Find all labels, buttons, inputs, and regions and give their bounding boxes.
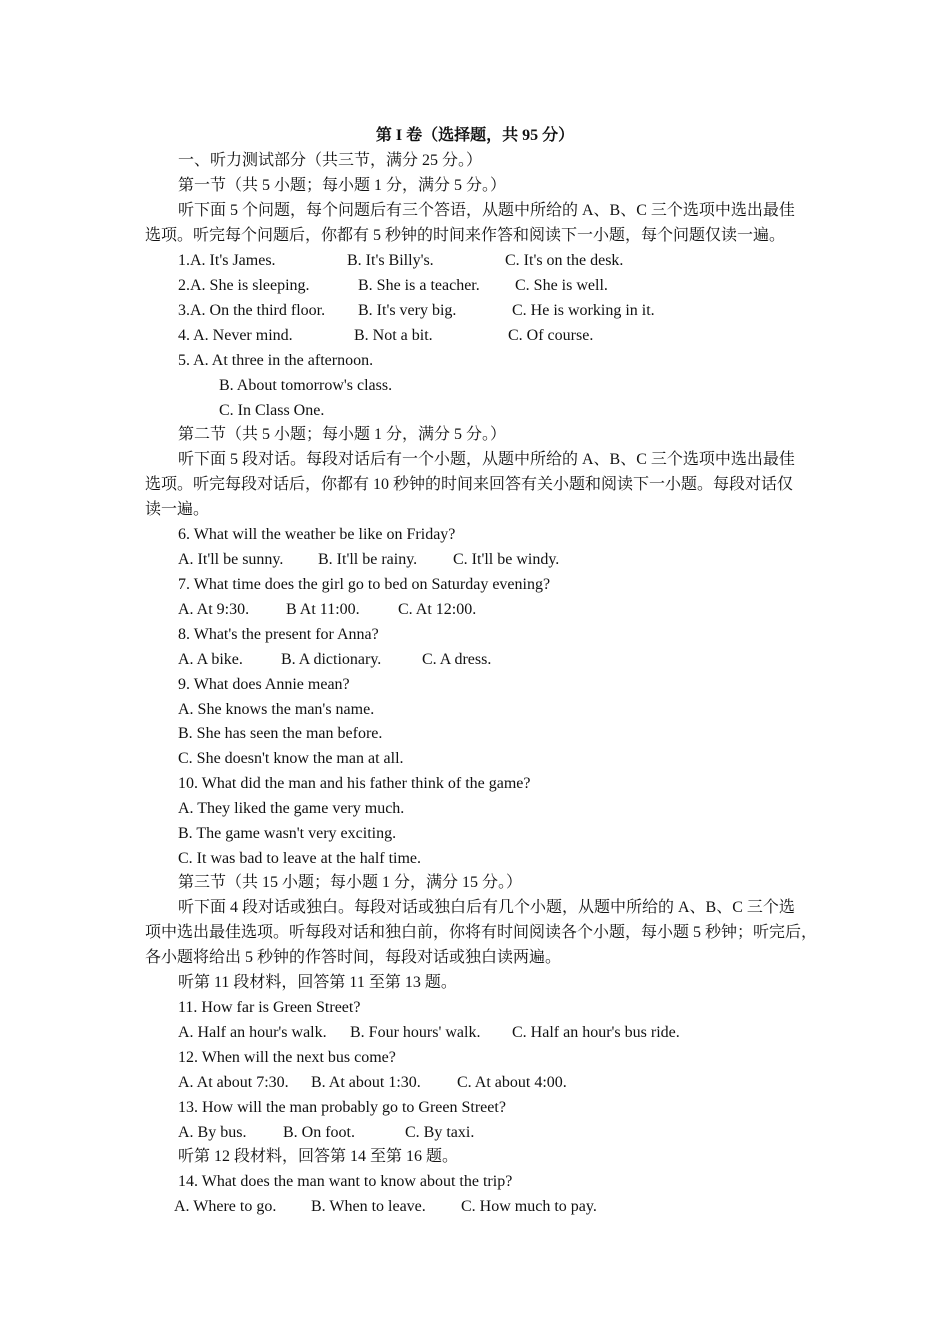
q4-option-c: C. Of course.: [508, 327, 594, 344]
q7-option-b: B At 11:00.: [286, 601, 360, 618]
section1-instructions-line2: 选项。听完每个问题后，你都有 5 秒钟的时间来作答和阅读下一小题，每个问题仅读一遍。: [145, 227, 786, 244]
q2-option-c: C. She is well.: [515, 277, 608, 294]
q10-option-a: A. They liked the game very much.: [178, 800, 405, 817]
q5-option-c: C. In Class One.: [219, 402, 325, 419]
q6-question: 6. What will the weather be like on Friday?: [178, 526, 456, 543]
section2-heading: 第二节（共 5 小题；每小题 1 分，满分 5 分。）: [178, 426, 507, 443]
question-13-options: [0, 1121, 950, 1145]
question-7-options: [0, 598, 950, 622]
q7-option-a: A. At 9:30.: [178, 601, 250, 618]
q3-option-a: 3.A. On the third floor.: [178, 302, 326, 319]
q10-option-b: B. The game wasn't very exciting.: [178, 825, 397, 842]
q11-option-b: B. Four hours' walk.: [350, 1024, 481, 1041]
material-11-heading: 听第 11 段材料，回答第 11 至第 13 题。: [178, 974, 457, 991]
q9-question: 9. What does Annie mean?: [178, 676, 350, 693]
q13-option-c: C. By taxi.: [405, 1124, 475, 1141]
q14-option-a: A. Where to go.: [174, 1198, 277, 1215]
q4-option-a: 4. A. Never mind.: [178, 327, 293, 344]
q6-option-a: A. It'll be sunny.: [178, 551, 284, 568]
q3-option-c: C. He is working in it.: [512, 302, 655, 319]
q6-option-c: C. It'll be windy.: [453, 551, 560, 568]
q8-option-c: C. A dress.: [422, 651, 492, 668]
q1-option-c: C. It's on the desk.: [505, 252, 624, 269]
q12-question: 12. When will the next bus come?: [178, 1049, 396, 1066]
question-2-options: [0, 274, 950, 298]
question-3-options: [0, 299, 950, 323]
q10-question: 10. What did the man and his father think of the game?: [178, 775, 531, 792]
q12-option-b: B. At about 1:30.: [311, 1074, 421, 1091]
section3-instructions-line1: 听下面 4 段对话或独白。每段对话或独白后有几个小题，从题中所给的 A、B、C 三个选: [178, 899, 795, 916]
q13-option-a: A. By bus.: [178, 1124, 247, 1141]
q14-option-c: C. How much to pay.: [461, 1198, 597, 1215]
q3-option-b: B. It's very big.: [358, 302, 457, 319]
q1-option-b: B. It's Billy's.: [347, 252, 434, 269]
section2-instructions-line2: 选项。听完每段对话后，你都有 10 秒钟的时间来回答有关小题和阅读下一小题。每段对话仅: [145, 476, 794, 493]
q5-option-a: 5. A. At three in the afternoon.: [178, 352, 374, 369]
q11-question: 11. How far is Green Street?: [178, 999, 361, 1016]
q7-option-c: C. At 12:00.: [398, 601, 477, 618]
q7-question: 7. What time does the girl go to bed on Saturday evening?: [178, 576, 551, 593]
section2-instructions-line3: 读一遍。: [145, 501, 210, 518]
material-12-heading: 听第 12 段材料，回答第 14 至第 16 题。: [178, 1148, 459, 1165]
section1-instructions-line1: 听下面 5 个问题，每个问题后有三个答语，从题中所给的 A、B、C 三个选项中选出最佳: [178, 202, 795, 219]
question-4-options: [0, 324, 950, 348]
section3-heading: 第三节（共 15 小题；每小题 1 分，满分 15 分。）: [178, 874, 523, 891]
q4-option-b: B. Not a bit.: [354, 327, 433, 344]
q9-option-a: A. She knows the man's name.: [178, 701, 375, 718]
question-12-options: [0, 1071, 950, 1095]
section3-instructions-line3: 各小题将给出 5 秒钟的作答时间，每段对话或独白读两遍。: [145, 949, 562, 966]
q9-option-c: C. She doesn't know the man at all.: [178, 750, 404, 767]
q2-option-b: B. She is a teacher.: [358, 277, 480, 294]
section2-instructions-line1: 听下面 5 段对话。每段对话后有一个小题，从题中所给的 A、B、C 三个选项中选出最佳: [178, 451, 795, 468]
q9-option-b: B. She has seen the man before.: [178, 725, 383, 742]
q11-option-a: A. Half an hour's walk.: [178, 1024, 327, 1041]
question-14-options: [0, 1195, 950, 1219]
q10-option-c: C. It was bad to leave at the half time.: [178, 850, 422, 867]
page-title: 第 I 卷（选择题，共 95 分）: [375, 127, 575, 144]
section3-instructions-line2: 项中选出最佳选项。听每段对话和独白前，你将有时间阅读各个小题，每小题 5 秒钟；听完后，: [145, 924, 818, 941]
q12-option-a: A. At about 7:30.: [178, 1074, 289, 1091]
q13-question: 13. How will the man probably go to Green Street?: [178, 1099, 506, 1116]
q8-question: 8. What's the present for Anna?: [178, 626, 379, 643]
q13-option-b: B. On foot.: [283, 1124, 355, 1141]
question-11-options: [0, 1021, 950, 1045]
question-6-options: [0, 548, 950, 572]
q6-option-b: B. It'll be rainy.: [318, 551, 418, 568]
q14-option-b: B. When to leave.: [311, 1198, 426, 1215]
q12-option-c: C. At about 4:00.: [457, 1074, 567, 1091]
q8-option-a: A. A bike.: [178, 651, 243, 668]
q1-option-a: 1.A. It's James.: [178, 252, 276, 269]
part1-heading: 一、听力测试部分（共三节，满分 25 分。）: [178, 152, 483, 169]
section1-heading: 第一节（共 5 小题；每小题 1 分，满分 5 分。）: [178, 177, 507, 194]
q8-option-b: B. A dictionary.: [281, 651, 382, 668]
q14-question: 14. What does the man want to know about the trip?: [178, 1173, 513, 1190]
question-8-options: [0, 648, 950, 672]
q2-option-a: 2.A. She is sleeping.: [178, 277, 310, 294]
q11-option-c: C. Half an hour's bus ride.: [512, 1024, 680, 1041]
question-1-options: [0, 249, 950, 273]
q5-option-b: B. About tomorrow's class.: [219, 377, 393, 394]
